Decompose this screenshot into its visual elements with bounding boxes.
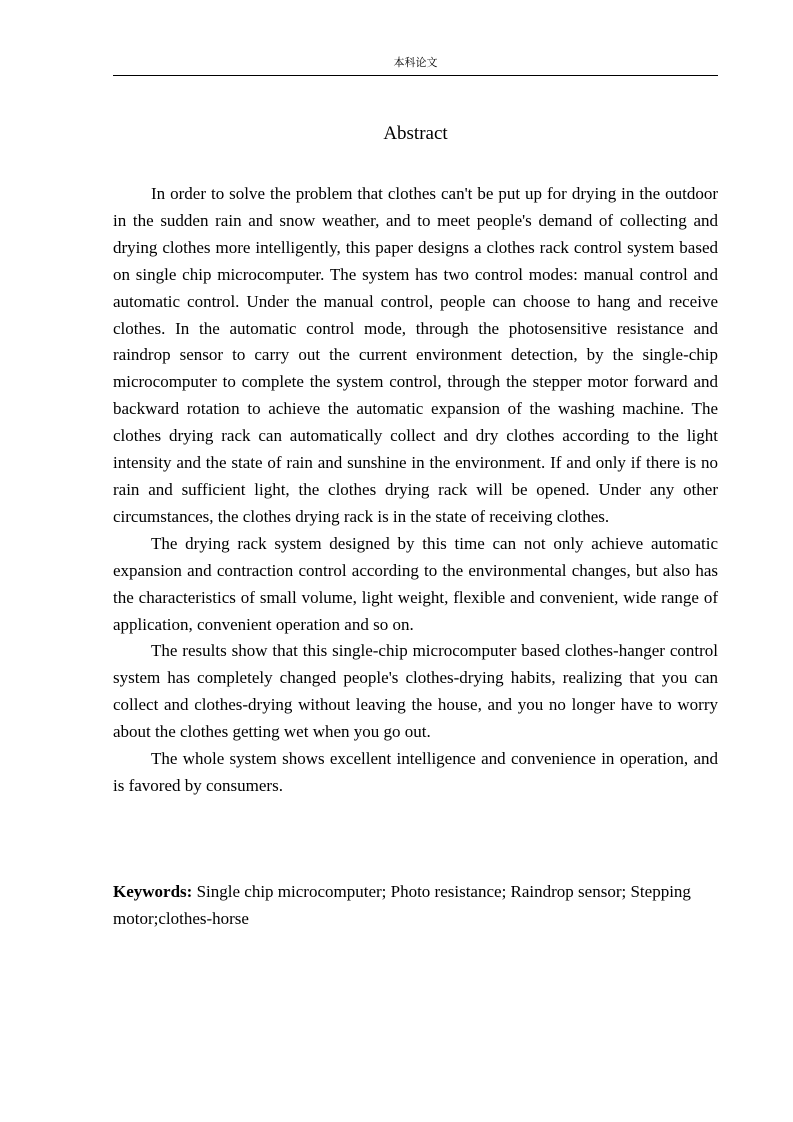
keywords-text: Single chip microcomputer; Photo resistance; Raindrop sensor; Stepping motor;clothes-horse xyxy=(113,882,691,928)
keywords-label: Keywords: xyxy=(113,882,193,901)
keywords-line xyxy=(113,879,718,932)
page-header xyxy=(113,55,718,76)
abstract-title: Abstract xyxy=(383,123,448,144)
abstract-body xyxy=(113,181,718,800)
abstract-paragraph-4: The whole system shows excellent intelligence and convenience in operation, and is favored by consumers. xyxy=(113,749,718,795)
running-title: 本科论文 xyxy=(393,57,438,69)
abstract-paragraph-3: The results show that this single-chip microcomputer based clothes-hanger control system has completely changed people's clothes-drying habits, realizing that you can collect and clothes-drying without leaving the house, and you no longer have to worry about the clothes getting wet when you go out. xyxy=(113,641,718,742)
abstract-paragraph-1: In order to solve the problem that clothes can't be put up for drying in the outdoor in the sudden rain and snow weather, and to meet people's demand of collecting and drying clothes more intelligently, this paper designs a clothes rack control system based on single chip microcomputer. The system has two control modes: manual control and automatic control. Under the manual control, people can choose to hang and receive clothes. In the automatic control mode, through the photosensitive resistance and raindrop sensor to carry out the current environment detection, by the single-chip microcomputer to complete the system control, through the stepper motor forward and backward rotation to achieve the automatic expansion of the washing machine. The clothes drying rack can automatically collect and dry clothes according to the light intensity and the state of rain and sunshine in the environment. If and only if there is no rain and sufficient light, the clothes drying rack will be opened. Under any other circumstances, the clothes drying rack is in the state of receiving clothes. xyxy=(113,184,718,526)
abstract-paragraph-2: The drying rack system designed by this time can not only achieve automatic expansion and contraction control according to the environmental changes, but also has the characteristics of small volume, light weight, flexible and convenient, wide range of application, convenient operation and so on. xyxy=(113,533,718,634)
